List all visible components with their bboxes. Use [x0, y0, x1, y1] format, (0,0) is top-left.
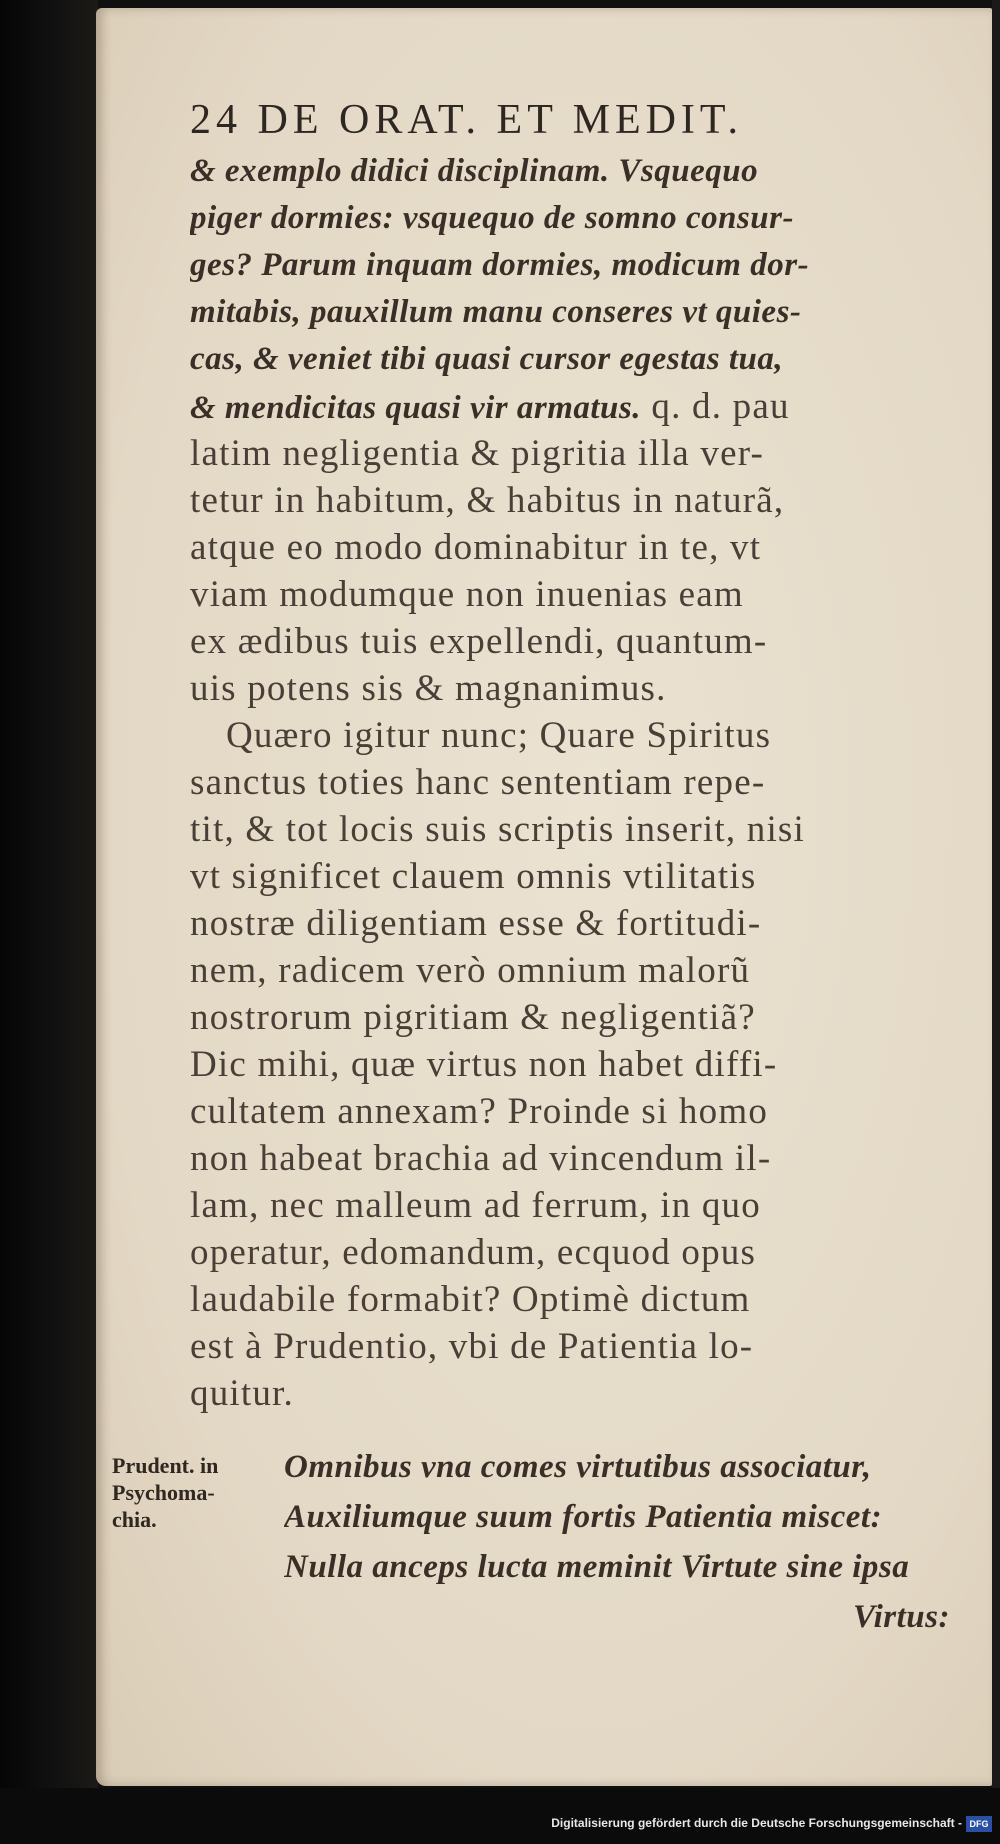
text-line: non habeat brachia ad vincendum il- [190, 1138, 772, 1179]
text-line: cultatem annexam? Proinde si homo [190, 1091, 769, 1132]
text-line: & exemplo didici disciplinam. Vsquequo [190, 153, 759, 189]
text-line: cas, & veniet tibi quasi cursor egestas tua, [190, 341, 784, 377]
verse-line: Auxiliumque suum fortis Patientia miscet: [284, 1499, 883, 1535]
footer-bar [0, 1788, 1000, 1844]
text-line: uis potens sis & magnanimus. [190, 668, 667, 709]
text-line [190, 383, 976, 430]
text-line: tetur in habitum, & habitus in naturã, [190, 480, 785, 521]
text-line: ges? Parum inquam dormies, modicum dor- [190, 247, 810, 283]
page-text-block [190, 92, 976, 1417]
text-line: mitabis, pauxillum manu conseres vt quies- [190, 294, 802, 330]
verse-line: Virtus: [852, 1599, 950, 1635]
text-line: nostræ diligentiam esse & fortitudi- [190, 903, 762, 944]
text-line: sanctus toties hanc sententiam repe- [190, 762, 766, 803]
book-edge-right [992, 0, 1000, 1844]
text-line: nem, radicem verò omnium malorũ [190, 950, 751, 991]
body-text [190, 148, 976, 1417]
text-line: tit, & tot locis suis scriptis inserit, nisi [190, 809, 806, 850]
book-edge-left [0, 0, 98, 1844]
text-line: Dic mihi, quæ virtus non habet diffi- [190, 1044, 778, 1085]
text-line: lam, nec malleum ad ferrum, in quo [190, 1185, 761, 1226]
margin-note-line: Prudent. in [112, 1453, 219, 1478]
italic-segment: & mendicitas quasi vir armatus. [190, 390, 641, 426]
margin-note [112, 1452, 282, 1533]
text-line: vt significet clauem omnis vtilitatis [190, 856, 757, 897]
margin-note-line: Psychoma- [112, 1480, 215, 1505]
margin-note-line: chia. [112, 1507, 157, 1532]
text-line: latim negligentia & pigritia illa ver- [190, 433, 765, 474]
running-header: 24 DE ORAT. ET MEDIT. [190, 97, 743, 143]
text-line: quitur. [190, 1373, 294, 1414]
text-line: est à Prudentio, vbi de Patientia lo- [190, 1326, 754, 1367]
verse-line: Omnibus vna comes virtutibus associatur, [284, 1449, 872, 1485]
text-line: Quæro igitur nunc; Quare Spiritus [226, 715, 772, 756]
text-line: laudabile formabit? Optimè dictum [190, 1279, 751, 1320]
text-line: operatur, edomandum, ecquod opus [190, 1232, 757, 1273]
verse-quotation [284, 1442, 984, 1642]
text-line: ex ædibus tuis expellendi, quantum- [190, 621, 768, 662]
footer-credit: Digitalisierung gefördert durch die Deutsche Forschungsgemeinschaft - [551, 1816, 962, 1830]
text-line: nostrorum pigritiam & negligentiã? [190, 997, 756, 1038]
roman-segment: q. d. pau [640, 386, 790, 427]
text-line: atque eo modo dominabitur in te, vt [190, 527, 762, 568]
dfg-logo: DFG [966, 1816, 992, 1832]
text-line: piger dormies: vsquequo de somno consur- [190, 200, 794, 236]
text-line: viam modumque non inuenias eam [190, 574, 744, 615]
verse-line: Nulla anceps lucta meminit Virtute sine ipsa [284, 1549, 910, 1585]
